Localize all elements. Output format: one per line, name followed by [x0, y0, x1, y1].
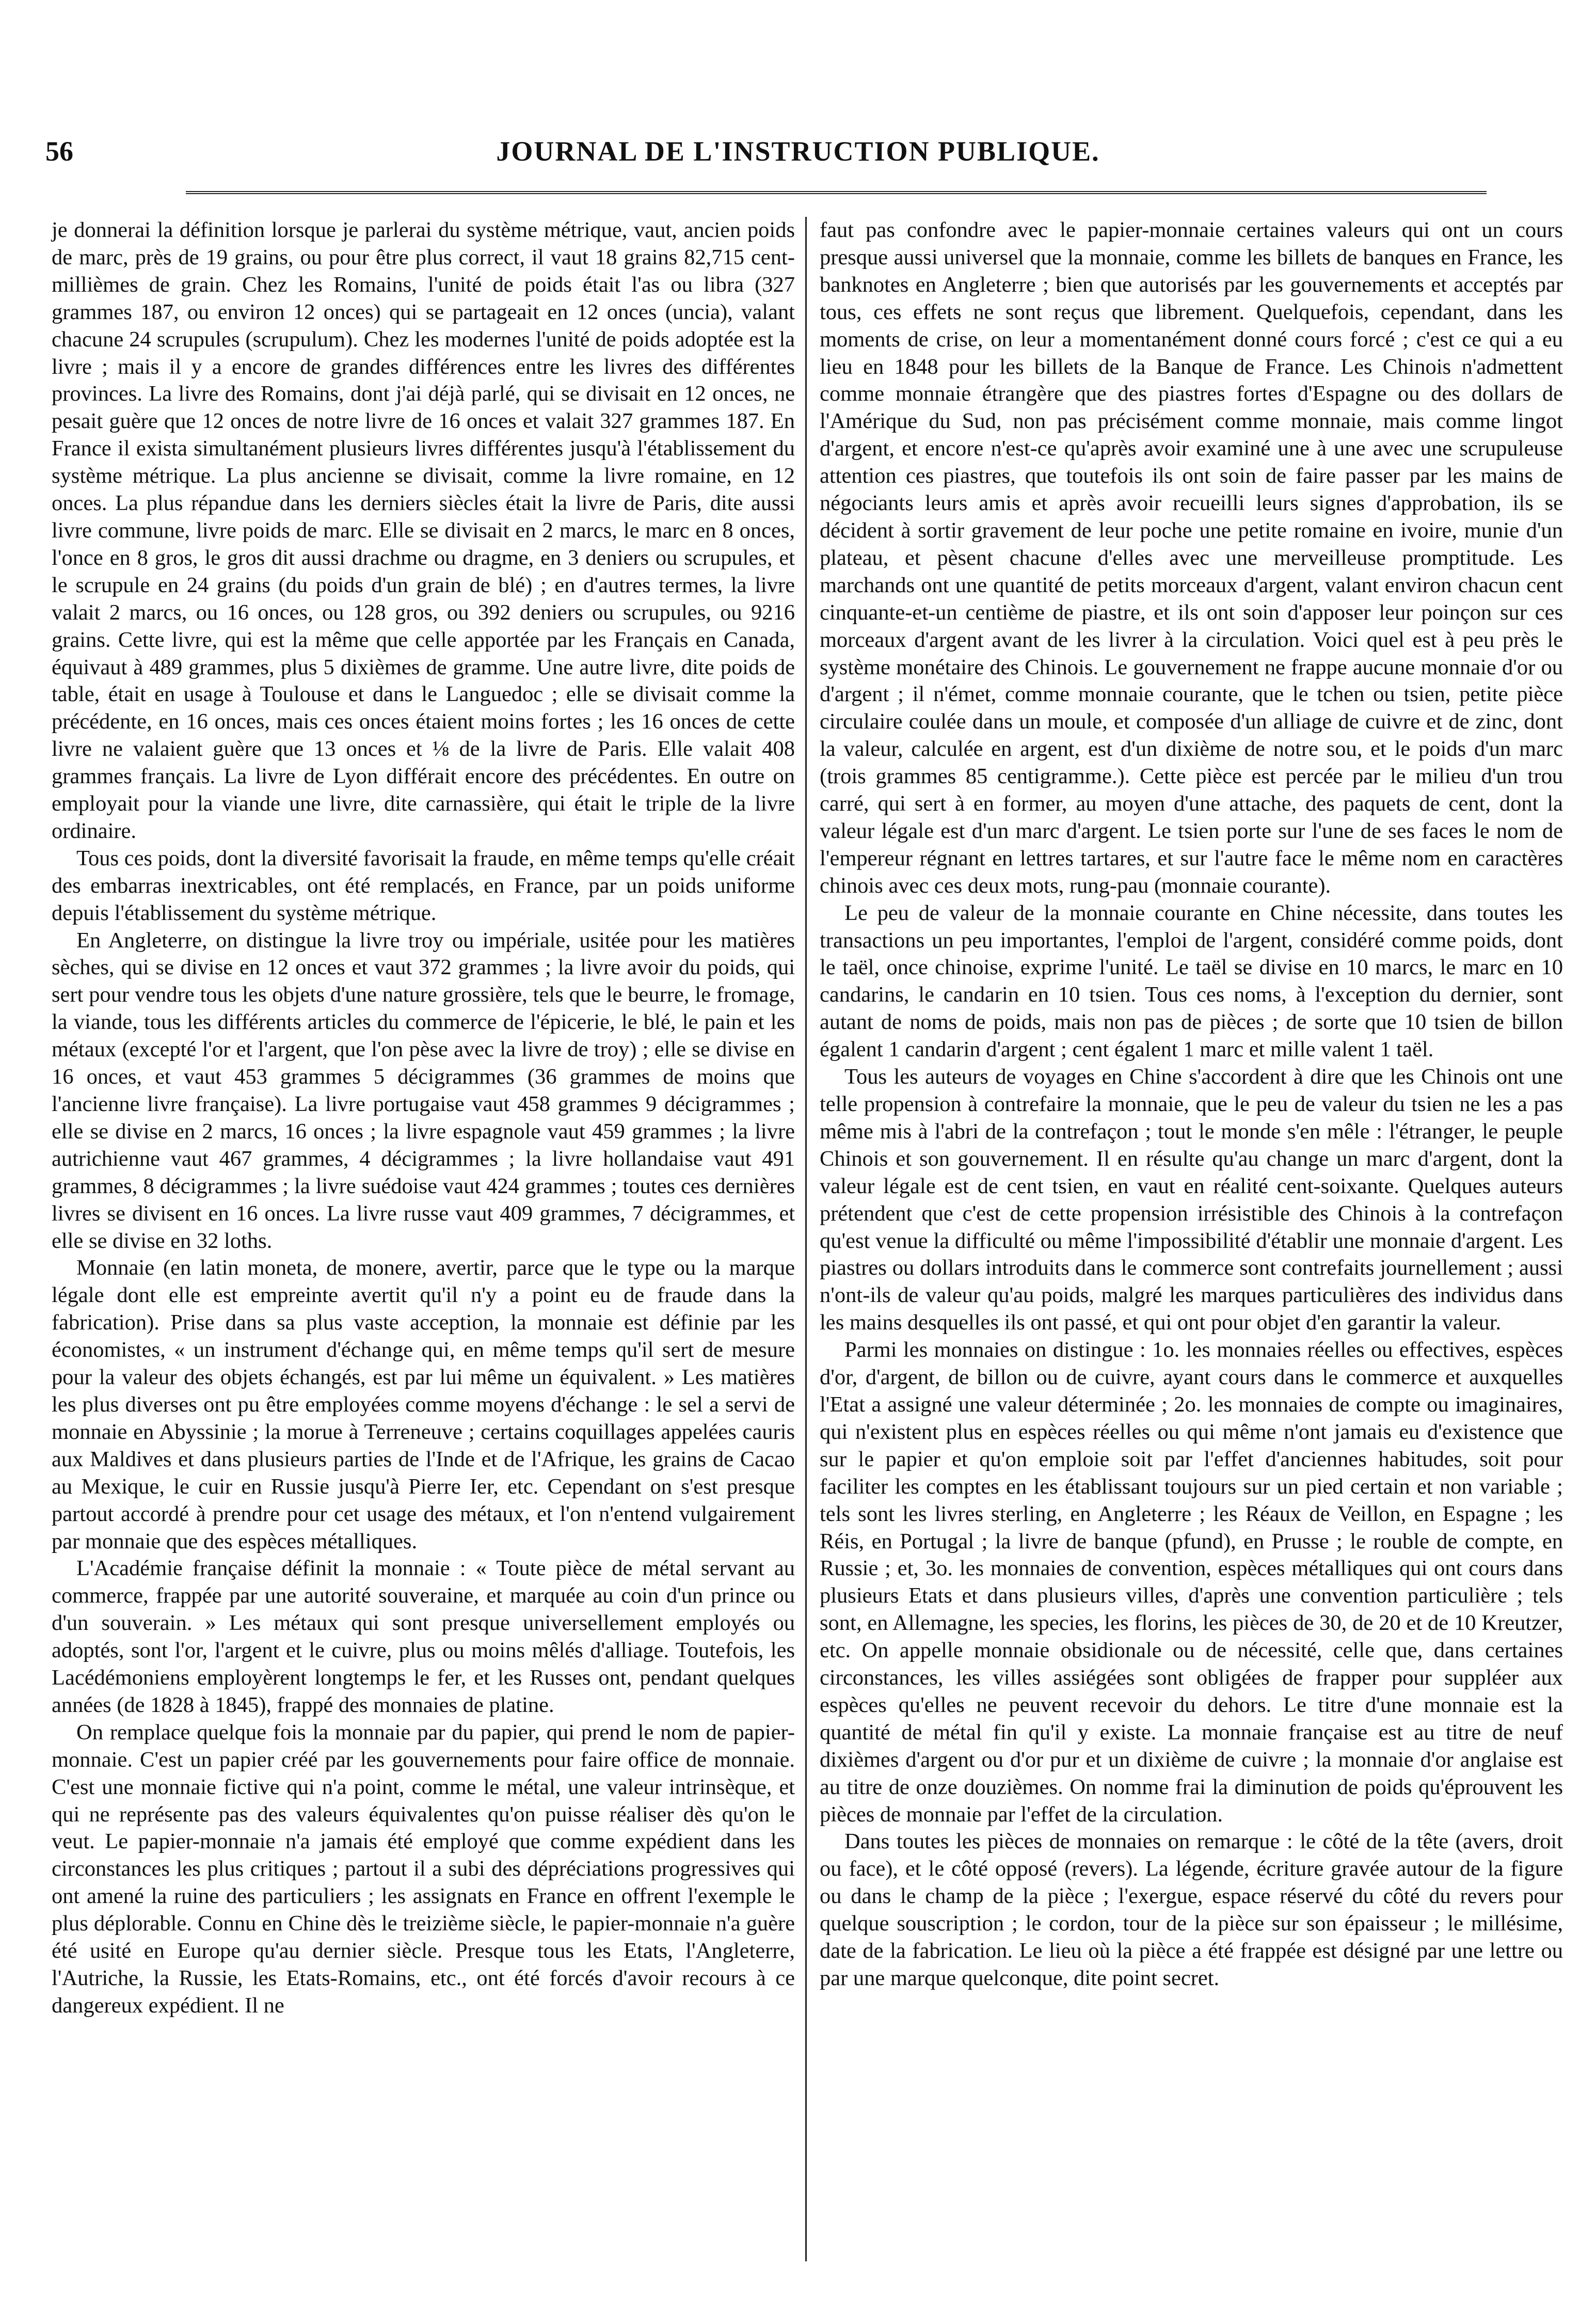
- running-title: JOURNAL DE L'INSTRUCTION PUBLIQUE.: [496, 136, 1100, 167]
- page-number: 56: [45, 136, 73, 167]
- right-column: [820, 217, 1563, 1992]
- paragraph: Tous ces poids, dont la diversité favorisait la fraude, en même temps qu'elle créait des embarras inextricables, ont été remplacés, en France, par un poids uniforme depuis l'établissement du système métrique.: [52, 846, 795, 925]
- paragraph: Dans toutes les pièces de monnaies on remarque : le côté de la tête (avers, droit ou face), et le côté opposé (revers). La légende, écriture gravée autour de la figure ou dans le champ de la pièce ; l'exergue, espace réservé du côté du revers pour quelque souscription ; le cordon, tour de la pièce sur son épaisseur ; le millésime, date de la fabrication. Le lieu où la pièce a été frappée est désigné par une lettre ou par une marque quelconque, dite point secret.: [820, 1829, 1563, 1990]
- paragraph: Monnaie (en latin moneta, de monere, avertir, parce que le type ou la marque légale dont elle est empreinte avertit qu'il n'y a point eu de fraude dans la fabrication). Prise dans sa plus vaste acception, la monnaie est définie par les économistes, « un instrument d'échange qui, en même temps qu'il sert de mesure pour la valeur des objets échangés, est par lui même un équivalent. » Les matières les plus diverses ont pu être employées comme moyens d'échange : le sel a servi de monnaie en Abyssinie ; la morue à Terreneuve ; certains coquillages appelées cauris aux Maldives et dans plusieurs parties de l'Inde et de l'Afrique, les grains de Cacao au Mexique, le cuir en Russie jusqu'à Pierre Ier, etc. Cependant on s'est presque partout accordé à prendre pour cet usage des métaux, et l'on n'entend vulgairement par monnaie que des espèces métalliques.: [52, 1256, 795, 1553]
- header-rule: [186, 191, 1487, 194]
- column-divider: [805, 217, 807, 2261]
- paragraph: Parmi les monnaies on distingue : 1o. les monnaies réelles ou effectives, espèces d'or, d'argent, de billon ou de cuivre, ayant cours dans le commerce et auxquelles l'Etat a assigné une valeur déterminée ; 2o. les monnaies de compte ou imaginaires, qui n'existent plus en espèces réelles ou qui même n'ont jamais eu d'existence que sur le papier et qu'on emploie soit par l'effet d'anciennes habitudes, soit pour faciliter les comptes en les établissant toujours sur un pied certain et non variable ; tels sont les livres sterling, en Angleterre ; les Réaux de Veillon, en Espagne ; les Réis, en Portugal ; la livre de banque (pfund), en Prusse ; le rouble de compte, en Russie ; et, 3o. les monnaies de convention, espèces métalliques qui ont cours dans plusieurs Etats et dans plusieurs villes, d'après une convention particulière ; tels sont, en Allemagne, les species, les florins, les pièces de 30, de 20 et de 10 Kreutzer, etc. On appelle monnaie obsidionale ou de nécessité, celle que, dans certaines circonstances, les villes assiégées sont obligées de frapper pour suppléer aux espèces qu'elles ne peuvent recevoir du dehors. Le titre d'une monnaie est la quantité de métal fin qu'il y existe. La monnaie française est au titre de neuf dixièmes d'argent ou d'or pur et un dixième de cuivre ; la monnaie d'or anglaise est au titre de onze douzièmes. On nomme frai la diminution de poids qu'éprouvent les pièces de monnaie par l'effet de la circulation.: [820, 1338, 1563, 1827]
- left-column: [52, 217, 795, 2020]
- paragraph: je donnerai la définition lorsque je parlerai du système métrique, vaut, ancien poids de marc, près de 19 grains, ou pour être plus correct, il vaut 18 grains 82,715 cent-millièmes de grain. Chez les Romains, l'unité de poids était l'as ou libra (327 grammes 187, ou environ 12 onces) qui se partageait en 12 onces (uncia), valant chacune 24 scrupules (scrupulum). Chez les modernes l'unité de poids adoptée est la livre ; mais il y a encore de grandes différences entre les livres des différentes provinces. La livre des Romains, dont j'ai déjà parlé, qui se divisait en 12 onces, ne pesait guère que 12 onces de notre livre de 16 onces et valait 327 grammes 187. En France il exista simultanément plusieurs livres différentes jusqu'à l'établissement du système métrique. La plus ancienne se divisait, comme la livre romaine, en 12 onces. La plus répandue dans les derniers siècles était la livre de Paris, dite aussi livre commune, livre poids de marc. Elle se divisait en 2 marcs, le marc en 8 onces, l'once en 8 gros, le gros dit aussi drachme ou dragme, en 3 deniers ou scrupules, et le scrupule en 24 grains (du poids d'un grain de blé) ; en d'autres termes, la livre valait 2 marcs, ou 16 onces, ou 128 gros, ou 392 deniers ou scrupules, ou 9216 grains. Cette livre, qui est la même que celle apportée par les Français en Canada, équivaut à 489 grammes, plus 5 dixièmes de gramme. Une autre livre, dite poids de table, était en usage à Toulouse et dans le Languedoc ; elle se divisait comme la précédente, en 16 onces, mais ces onces étaient moins fortes ; les 16 onces de cette livre ne valaient guère que 13 onces et ⅛ de la livre de Paris. Elle valait 408 grammes français. La livre de Lyon différait encore des précédentes. En outre on employait pour la viande une livre, dite carnassière, qui était le triple de la livre ordinaire.: [52, 218, 795, 843]
- paragraph: faut pas confondre avec le papier-monnaie certaines valeurs qui ont un cours presque aussi universel que la monnaie, comme les billets de banques en France, les banknotes en Angleterre ; bien que autorisés par les gouvernements et acceptés par tous, ces effets ne sont reçus que librement. Quelquefois, cependant, dans les moments de crise, on leur a momentanément donné cours forcé ; c'est ce qui a eu lieu en 1848 pour les billets de la Banque de France. Les Chinois n'admettent comme monnaie étrangère que des piastres fortes d'Espagne ou des dollars de l'Amérique du Sud, non pas précisément comme monnaie, mais comme lingot d'argent, et encore n'est-ce qu'après avoir examiné une à une avec une scrupuleuse attention ces piastres, que toutefois ils ont soin de faire passer par les mains de négociants leurs amis et après avoir recueilli leurs signes d'approbation, ils se décident à sortir gravement de leur poche une petite romaine en ivoire, munie d'un plateau, et pèsent chacune d'elles avec une merveilleuse promptitude. Les marchands ont une quantité de petits morceaux d'argent, valant environ chacun cent cinquante-et-un centième de piastre, et ils ont soin d'apposer leur poinçon sur ces morceaux d'argent avant de les livrer à la circulation. Voici quel est à peu près le système monétaire des Chinois. Le gouvernement ne frappe aucune monnaie d'or ou d'argent ; il n'émet, comme monnaie courante, que le tchen ou tsien, petite pièce circulaire coulée dans un moule, et composée d'un alliage de cuivre et de zinc, dont la valeur, calculée en argent, est d'un dixième de notre sou, et le poids d'un marc (trois grammes 85 centigramme.). Cette pièce est percée par le milieu d'un trou carré, qui sert à en former, au moyen d'une attache, des paquets de cent, dont la valeur légale est d'un marc d'argent. Le tsien porte sur l'une de ses faces le nom de l'empereur régnant en lettres tartares, et sur l'autre face le même nom en caractères chinois avec ces deux mots, rung-pau (monnaie courante).: [820, 218, 1563, 898]
- paragraph: L'Académie française définit la monnaie : « Toute pièce de métal servant au commerce, frappée par une autorité souveraine, et marquée au coin d'un prince ou d'un souverain. » Les métaux qui sont presque universellement employés ou adoptés, sont l'or, l'argent et le cuivre, plus ou moins mêlés d'alliage. Toutefois, les Lacédémoniens employèrent longtemps le fer, et les Russes ont, pendant quelques années (de 1828 à 1845), frappé des monnaies de platine.: [52, 1556, 795, 1717]
- paragraph: Tous les auteurs de voyages en Chine s'accordent à dire que les Chinois ont une telle propension à contrefaire la monnaie, que le peu de valeur du tsien ne les a pas même mis à l'abri de la contrefaçon ; tout le monde s'en mêle : l'étranger, le peuple Chinois et son gouvernement. Il en résulte qu'au change un marc d'argent, dont la valeur légale est de cent tsien, en vaut en réalité cent-soixante. Quelques auteurs prétendent que c'est de cette propension irrésistible des Chinois à la contrefaçon qu'est venue la difficulté ou même l'impossibilité d'établir une monnaie d'argent. Les piastres ou dollars introduits dans le commerce sont contrefaits journellement ; aussi n'ont-ils de valeur qu'au poids, malgré les marques particulières des individus dans les mains desquelles ils ont passé, et qui ont pour objet d'en garantir la valeur.: [820, 1065, 1563, 1335]
- paragraph: On remplace quelque fois la monnaie par du papier, qui prend le nom de papier-monnaie. C'est un papier créé par les gouvernements pour faire office de monnaie. C'est une monnaie fictive qui n'a point, comme le métal, une valeur intrinsèque, et qui ne représente pas des valeurs équivalentes qu'on puisse réaliser dès qu'on le veut. Le papier-monnaie n'a jamais été employé que comme expédient dans les circonstances les plus critiques ; partout il a subi des dépréciations progressives qui ont amené la ruine des particuliers ; les assignats en France en offrent l'exemple le plus déplorable. Connu en Chine dès le treizième siècle, le papier-monnaie n'a guère été usité en Europe qu'au dernier siècle. Presque tous les Etats, l'Angleterre, l'Autriche, la Russie, les Etats-Romains, etc., ont été forcés d'avoir recours à ce dangereux expédient. Il ne: [52, 1720, 795, 2018]
- paragraph: Le peu de valeur de la monnaie courante en Chine nécessite, dans toutes les transactions un peu importantes, l'emploi de l'argent, considéré comme poids, dont le taël, once chinoise, exprime l'unité. Le taël se divise en 10 marcs, le marc en 10 candarins, le candarin en 10 tsien. Tous ces noms, à l'exception du dernier, sont autant de noms de poids, mais non pas de pièces ; de sorte que 10 tsien de billon égalent 1 candarin d'argent ; cent égalent 1 marc et mille valent 1 taël.: [820, 900, 1563, 1062]
- paragraph: En Angleterre, on distingue la livre troy ou impériale, usitée pour les matières sèches, qui se divise en 12 onces et vaut 372 grammes ; la livre avoir du poids, qui sert pour vendre tous les objets d'une nature grossière, tels que le beurre, le fromage, la viande, tous les différents articles du commerce de l'épicerie, le blé, le pain et les métaux (excepté l'or et l'argent, que l'on pèse avec la livre de troy) ; elle se divise en 16 onces, et vaut 453 grammes 5 décigrammes (36 grammes de moins que l'ancienne livre française). La livre portugaise vaut 458 grammes 9 décigrammes ; elle se divise en 2 marcs, 16 onces ; la livre espagnole vaut 459 grammes ; la livre autrichienne vaut 467 grammes, 4 décigrammes ; la livre hollandaise vaut 491 grammes, 8 décigrammes ; la livre suédoise vaut 424 grammes ; toutes ces dernières livres se divisent en 16 onces. La livre russe vaut 409 grammes, 7 décigrammes, et elle se divise en 32 loths.: [52, 928, 795, 1253]
